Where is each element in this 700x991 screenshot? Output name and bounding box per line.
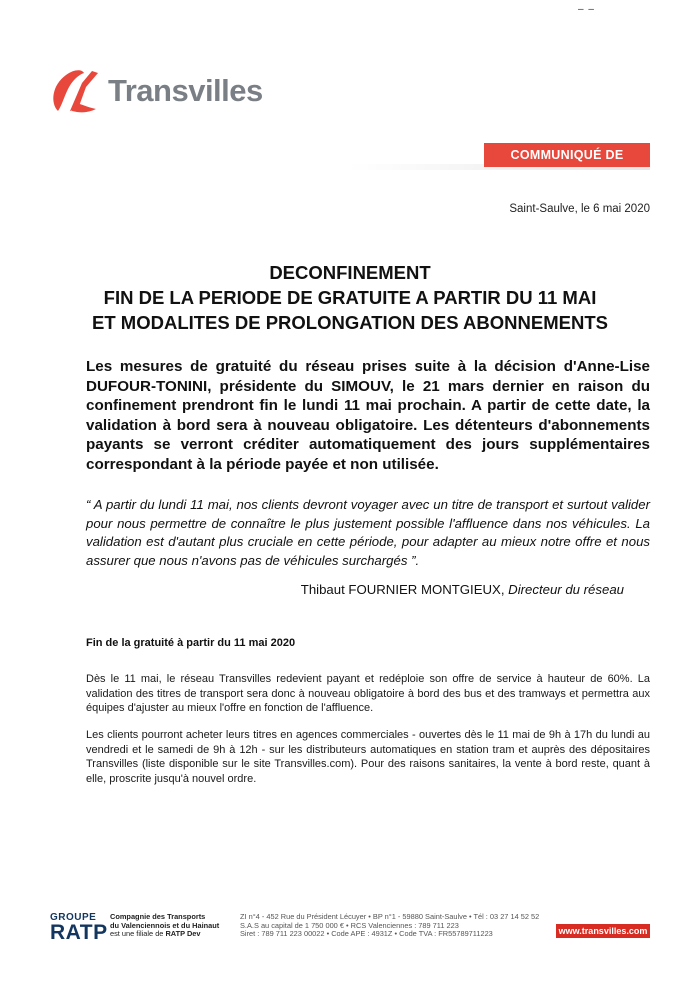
address-line-1: ZI n°4 - 452 Rue du Président Lécuyer • BP n°1 - 59880 Saint-Saulve • Tél : 03 27 14 52 52 [240, 912, 540, 921]
headline-line-2: FIN DE LA PERIODE DE GRATUITE A PARTIR DU 11 MAI [103, 287, 597, 308]
ratp-group-logo [50, 912, 108, 945]
corner-mark: – – [578, 4, 595, 15]
address-line-2: S.A.S au capital de 1 750 000 € • RCS Valenciennes : 789 711 223 [240, 920, 459, 930]
signature-name: Thibaut FOURNIER MONTGIEUX, [300, 582, 505, 597]
company-info [110, 913, 230, 939]
body-paragraph-1: Dès le 11 mai, le réseau Transvilles redevient payant et redéploie son offre de service à hauteur de 60%. La validation des titres de transport sera donc à nouveau obligatoire à bord des bus et des tramways et permettra aux équipes d'ajuster au mieux l'offre en fonction de l'affluence. [86, 673, 650, 714]
company-line-3: est une filiale de RATP Dev [110, 929, 201, 939]
ratp-label: RATP [50, 921, 108, 944]
section-heading: Fin de la gratuité à partir du 11 mai 2020 [86, 637, 296, 649]
headline-line-3: ET MODALITES DE PROLONGATION DES ABONNEMENTS [92, 312, 608, 333]
director-quote: “ A partir du lundi 11 mai, nos clients devront voyager avec un titre de transport et surtout valider pour nous permettre de connaître le plus justement possible l'affluence dans nos véhicules. La validation est d'autant plus cruciale en cette période, pour adapter au mieux notre offre et nous assurer que nous n'avons pas de véhicules surchargés ”. [86, 497, 650, 568]
headline [30, 260, 670, 335]
company-line-1: Compagnie des Transports [110, 912, 206, 921]
lead-paragraph: Les mesures de gratuité du réseau prises suite à la décision d'Anne-Lise DUFOUR-TONINI, présidente du SIMOUV, le 21 mars dernier en raison du confinement prendront fin le lundi 11 mai prochain. A partir de cette date, la validation à bord sera à nouveau obligatoire. Les détenteurs d'abonnements payants se verront créditer automatiquement des jours supplémentaires correspondant à la période payée et non utilisée. [86, 358, 650, 473]
press-release-badge: COMMUNIQUÉ DE PRESSE [484, 143, 650, 167]
quote-signature [301, 582, 624, 597]
website-link[interactable]: www.transvilles.com [556, 924, 650, 938]
transvilles-logo [48, 63, 263, 117]
headline-line-1: DECONFINEMENT [269, 262, 431, 283]
release-date: Saint-Saulve, le 6 mai 2020 [509, 203, 650, 215]
company-address [240, 913, 545, 939]
transvilles-logo-icon [48, 63, 104, 117]
signature-role: Directeur du réseau [508, 582, 624, 597]
body-paragraph-2: Les clients pourront acheter leurs titres en agences commerciales - ouvertes dès le 11 mai de 9h à 17h du lundi au vendredi et le samedi de 9h à 12h - sur les distributeurs automatiques en station tram et auprès des dépositaires Transvilles (liste disponible sur le site Transvilles.com). Pour des raisons sanitaires, la vente à bord reste, quant à elle, proscrite jusqu'à nouvel ordre. [86, 729, 650, 785]
address-line-3: Siret : 789 711 223 00022 • Code APE : 4931Z • Code TVA : FR55789711223 [240, 929, 493, 939]
groupe-label: GROUPE [50, 912, 97, 923]
company-line-2: du Valenciennois et du Hainaut [110, 920, 220, 930]
logo-wordmark: Transvilles [108, 73, 263, 108]
